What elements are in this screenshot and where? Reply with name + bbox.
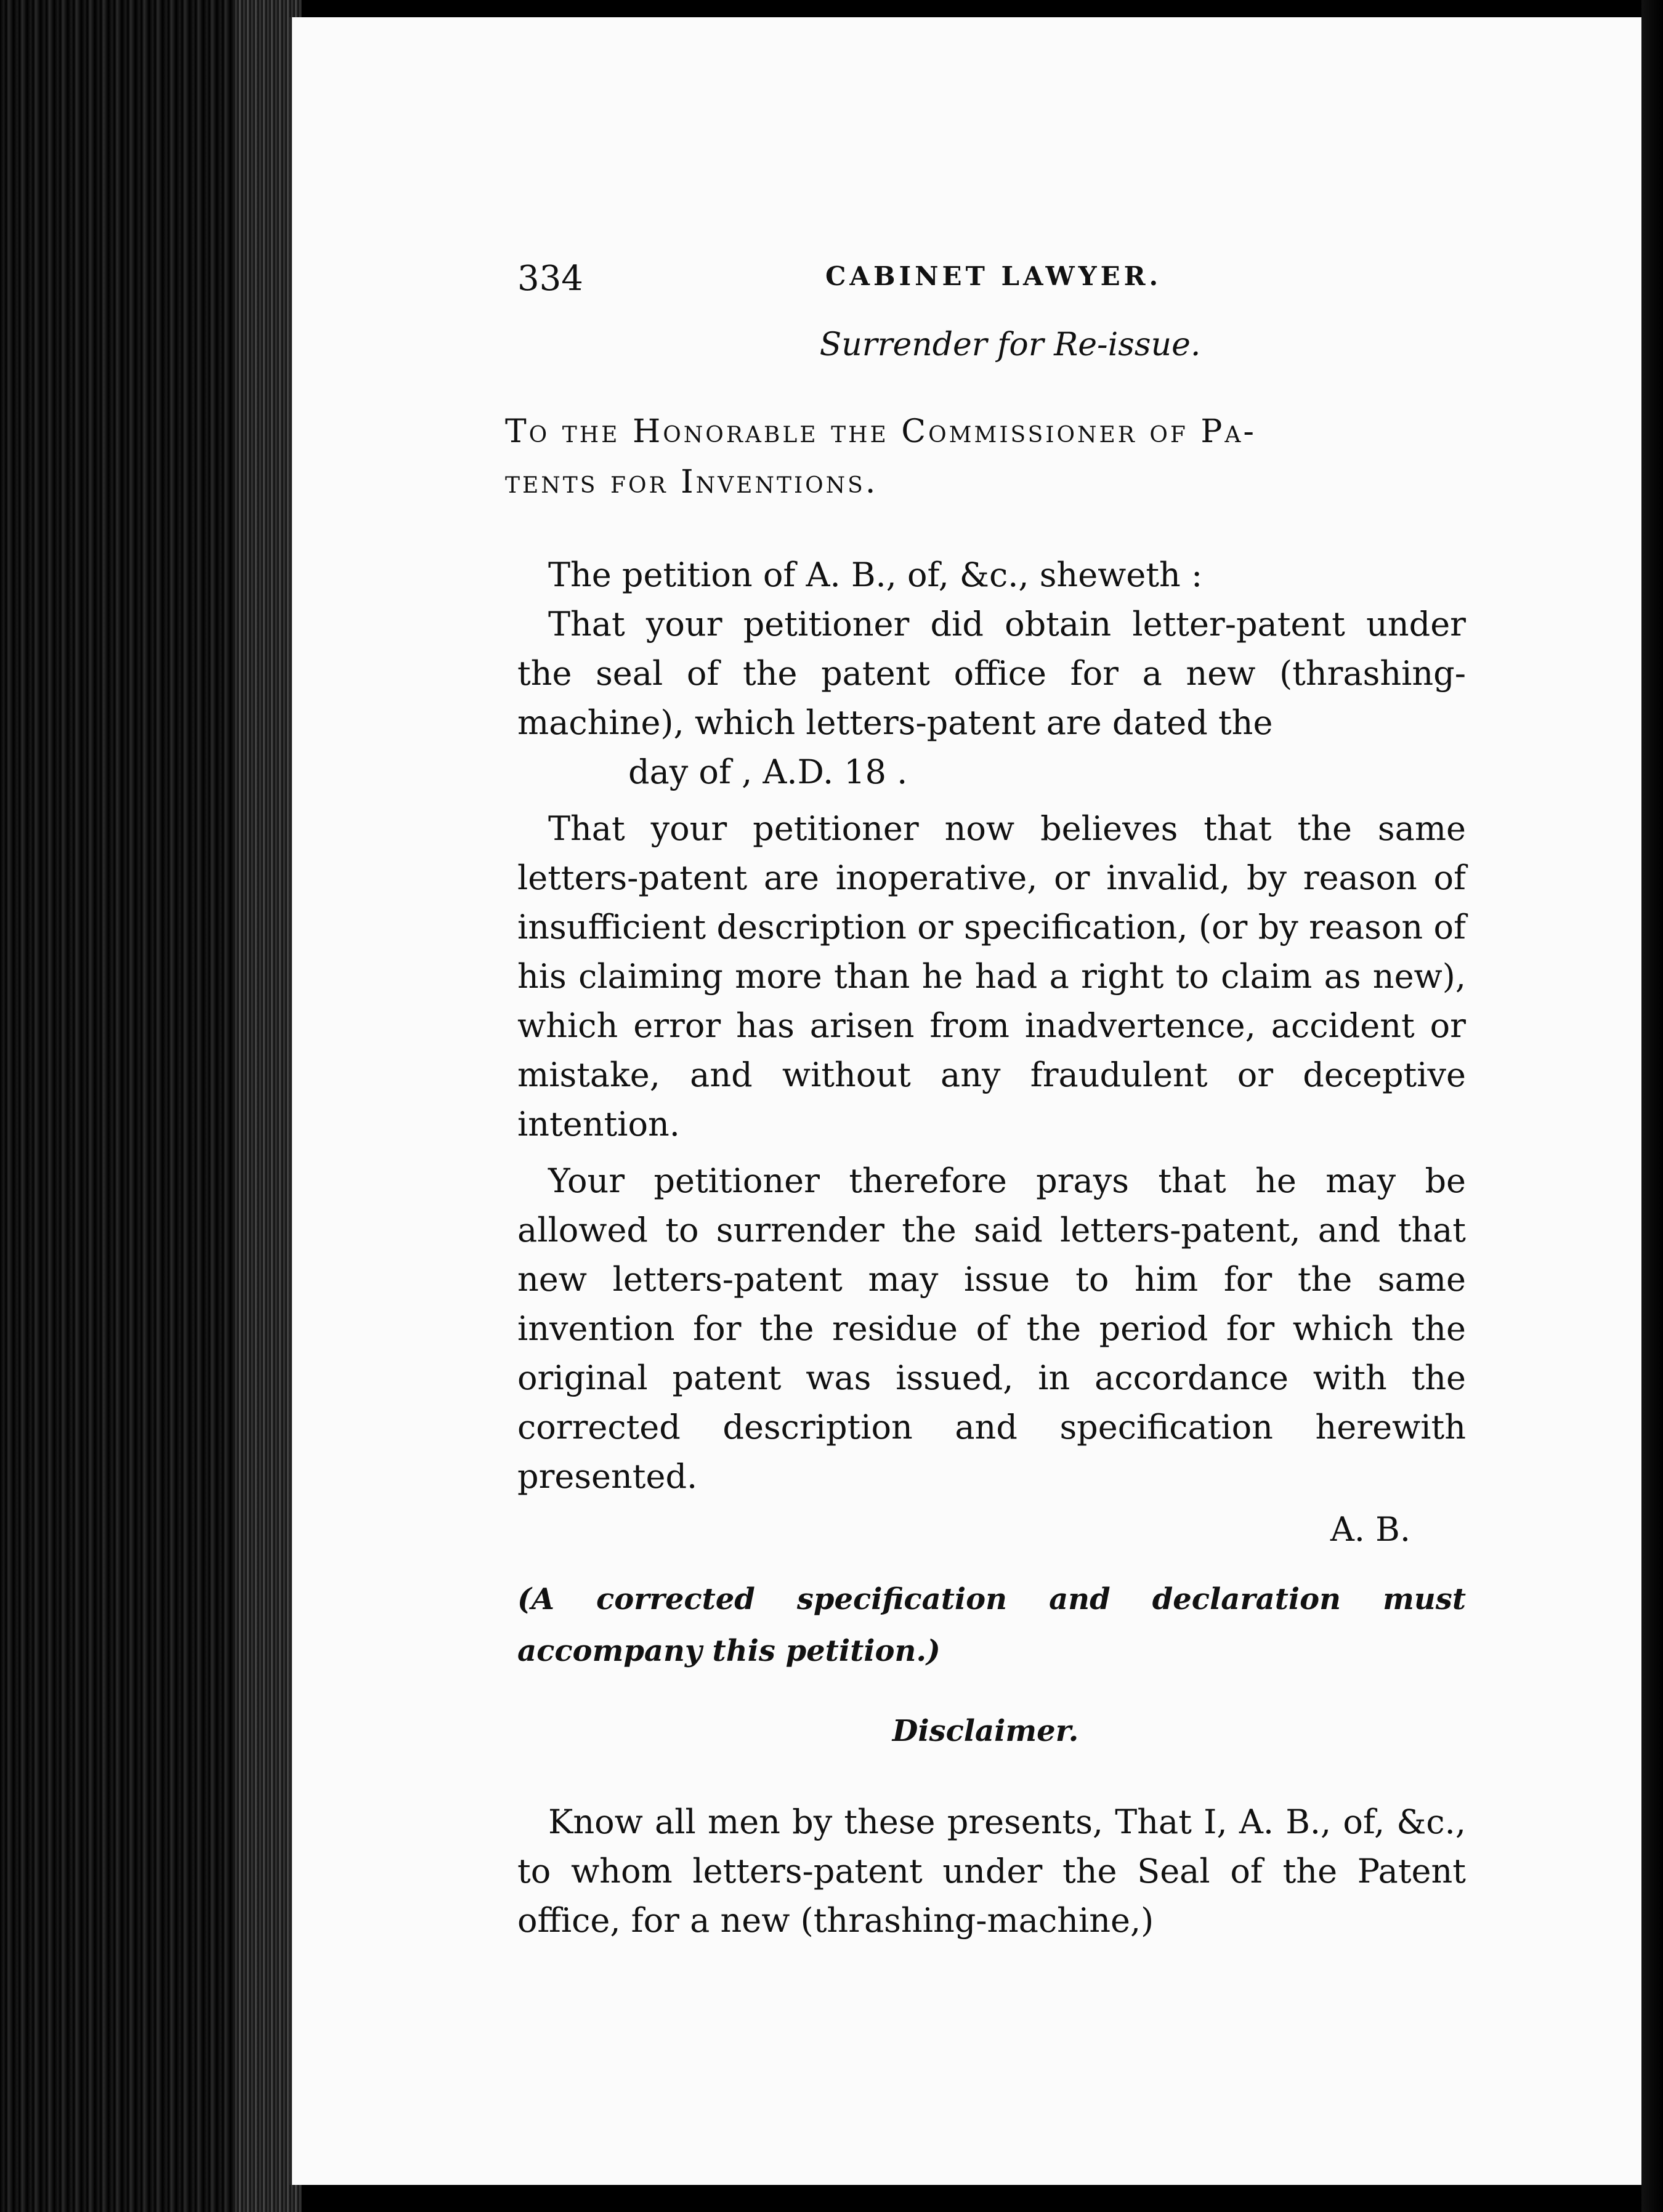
disclaimer-paragraph: Know all men by these presents, That I, A. B., of, &c., to whom letters-patent under the Seal of the Patent office, for a new (thrashing-machine,) (517, 1802, 1466, 1940)
petition-paragraph-2: That your petitioner did obtain letter-patent under the seal of the patent office for a new (thrashing-machine), which letters-patent are dated the (517, 605, 1466, 742)
section-heading-disclaimer: Disclaimer. (892, 1714, 1079, 1748)
petition-date-line: day of , A.D. 18 . (628, 753, 908, 791)
address-block (505, 406, 1466, 507)
signature: A. B. (1330, 1510, 1410, 1549)
section-heading-surrender: Surrender for Re-issue. (819, 326, 1201, 363)
address-line-1: To the Honorable the Commissioner of Pa- (505, 413, 1256, 450)
right-page-edge (1641, 0, 1663, 2212)
running-head (505, 234, 1466, 299)
petition-paragraph-4: Your petitioner therefore prays that he may be allowed to surrender the said letters-patent, and that new letters-patent may issue to him for the same invention for the residue of the period for which the original patent was issued, in accordance with the corrected description and specification herewith presented. (517, 1161, 1466, 1496)
page-number: 334 (517, 259, 583, 299)
petition-opening: The petition of A. B., of, &c., sheweth : (548, 555, 1203, 594)
petition-note: (A corrected specification and declaration must accompany this petition.) (517, 1582, 1466, 1668)
petition-paragraph-3: That your petitioner now believes that the same letters-patent are inoperative, or invalid, by reason of insufficient description or specification, (or by reason of his claiming more than he had a right to claim as new), which error has arisen from inadvertence, accident or mistake, and without any fraudulent or deceptive intention. (517, 809, 1466, 1144)
address-line-2: tents for Inventions. (505, 464, 878, 501)
running-title: CABINET LAWYER. (825, 261, 1162, 291)
page-text-block (505, 234, 1466, 1945)
